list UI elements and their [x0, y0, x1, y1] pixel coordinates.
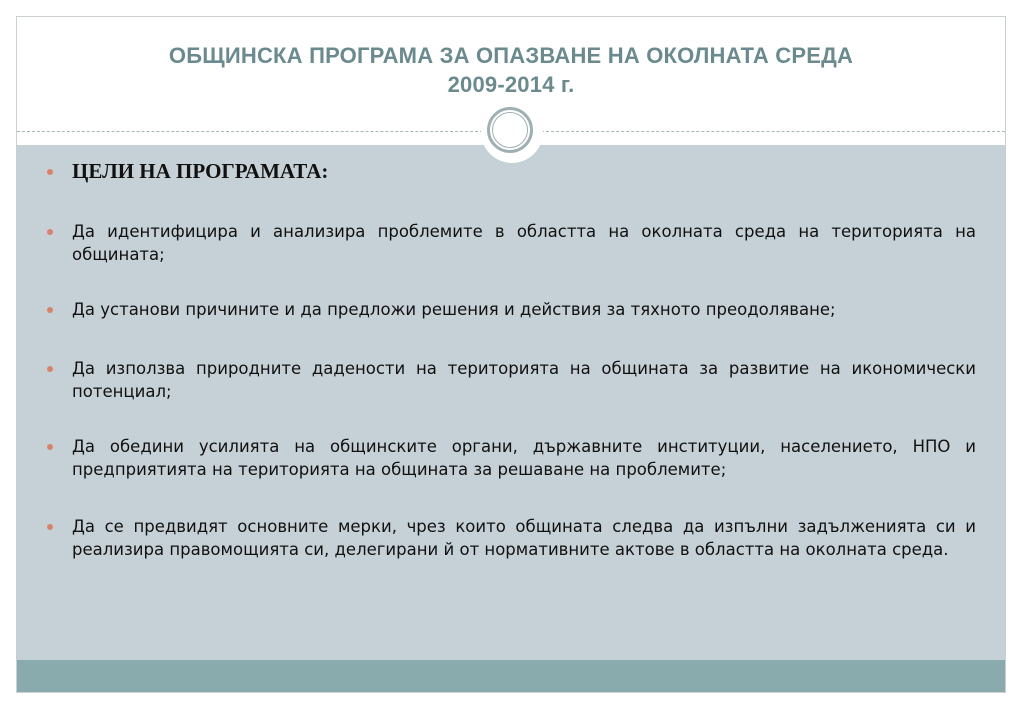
- list-item-3: Да използва природните дадености на територията на общината за развитие на икономически потенциал;: [72, 359, 976, 401]
- list-item-5: Да се предвидят основните мерки, чрез които общината следва да изпълни задълженията си и реализира правомощията си, делегирани й от нормативните актове в областта на околната среда.: [72, 517, 976, 559]
- content-panel: [17, 145, 1005, 660]
- list-item-2: Да установи причините и да предложи решения и действия за тяхното преодоляване;: [72, 300, 836, 319]
- dotted-divider-left: [17, 131, 483, 132]
- slide: [16, 16, 1006, 693]
- bullet-4: [47, 444, 53, 450]
- bullet-5: [47, 524, 53, 530]
- slide-title-line-1: ОБЩИНСКА ПРОГРАМА ЗА ОПАЗВАНЕ НА ОКОЛНАТА СРЕДА: [168, 43, 854, 68]
- dotted-divider-right: [541, 131, 1005, 132]
- footer-band: [17, 660, 1005, 692]
- circle-ornament-inner: [492, 112, 528, 148]
- bullet-heading: [47, 169, 53, 175]
- bullet-3: [47, 366, 53, 372]
- list-item-4: Да обедини усилията на общинските органи, държавните институции, населението, НПО и предприятията на територията на общината за решаване на проблемите;: [72, 437, 976, 479]
- bullet-2: [47, 307, 53, 313]
- bullet-1: [47, 229, 53, 235]
- section-heading: ЦЕЛИ НА ПРОГРАМАТА:: [72, 159, 329, 183]
- list-item-1: Да идентифицира и анализира проблемите в областта на околната среда на територията на общината;: [72, 222, 976, 264]
- slide-title-line-2: 2009-2014 г.: [447, 72, 575, 97]
